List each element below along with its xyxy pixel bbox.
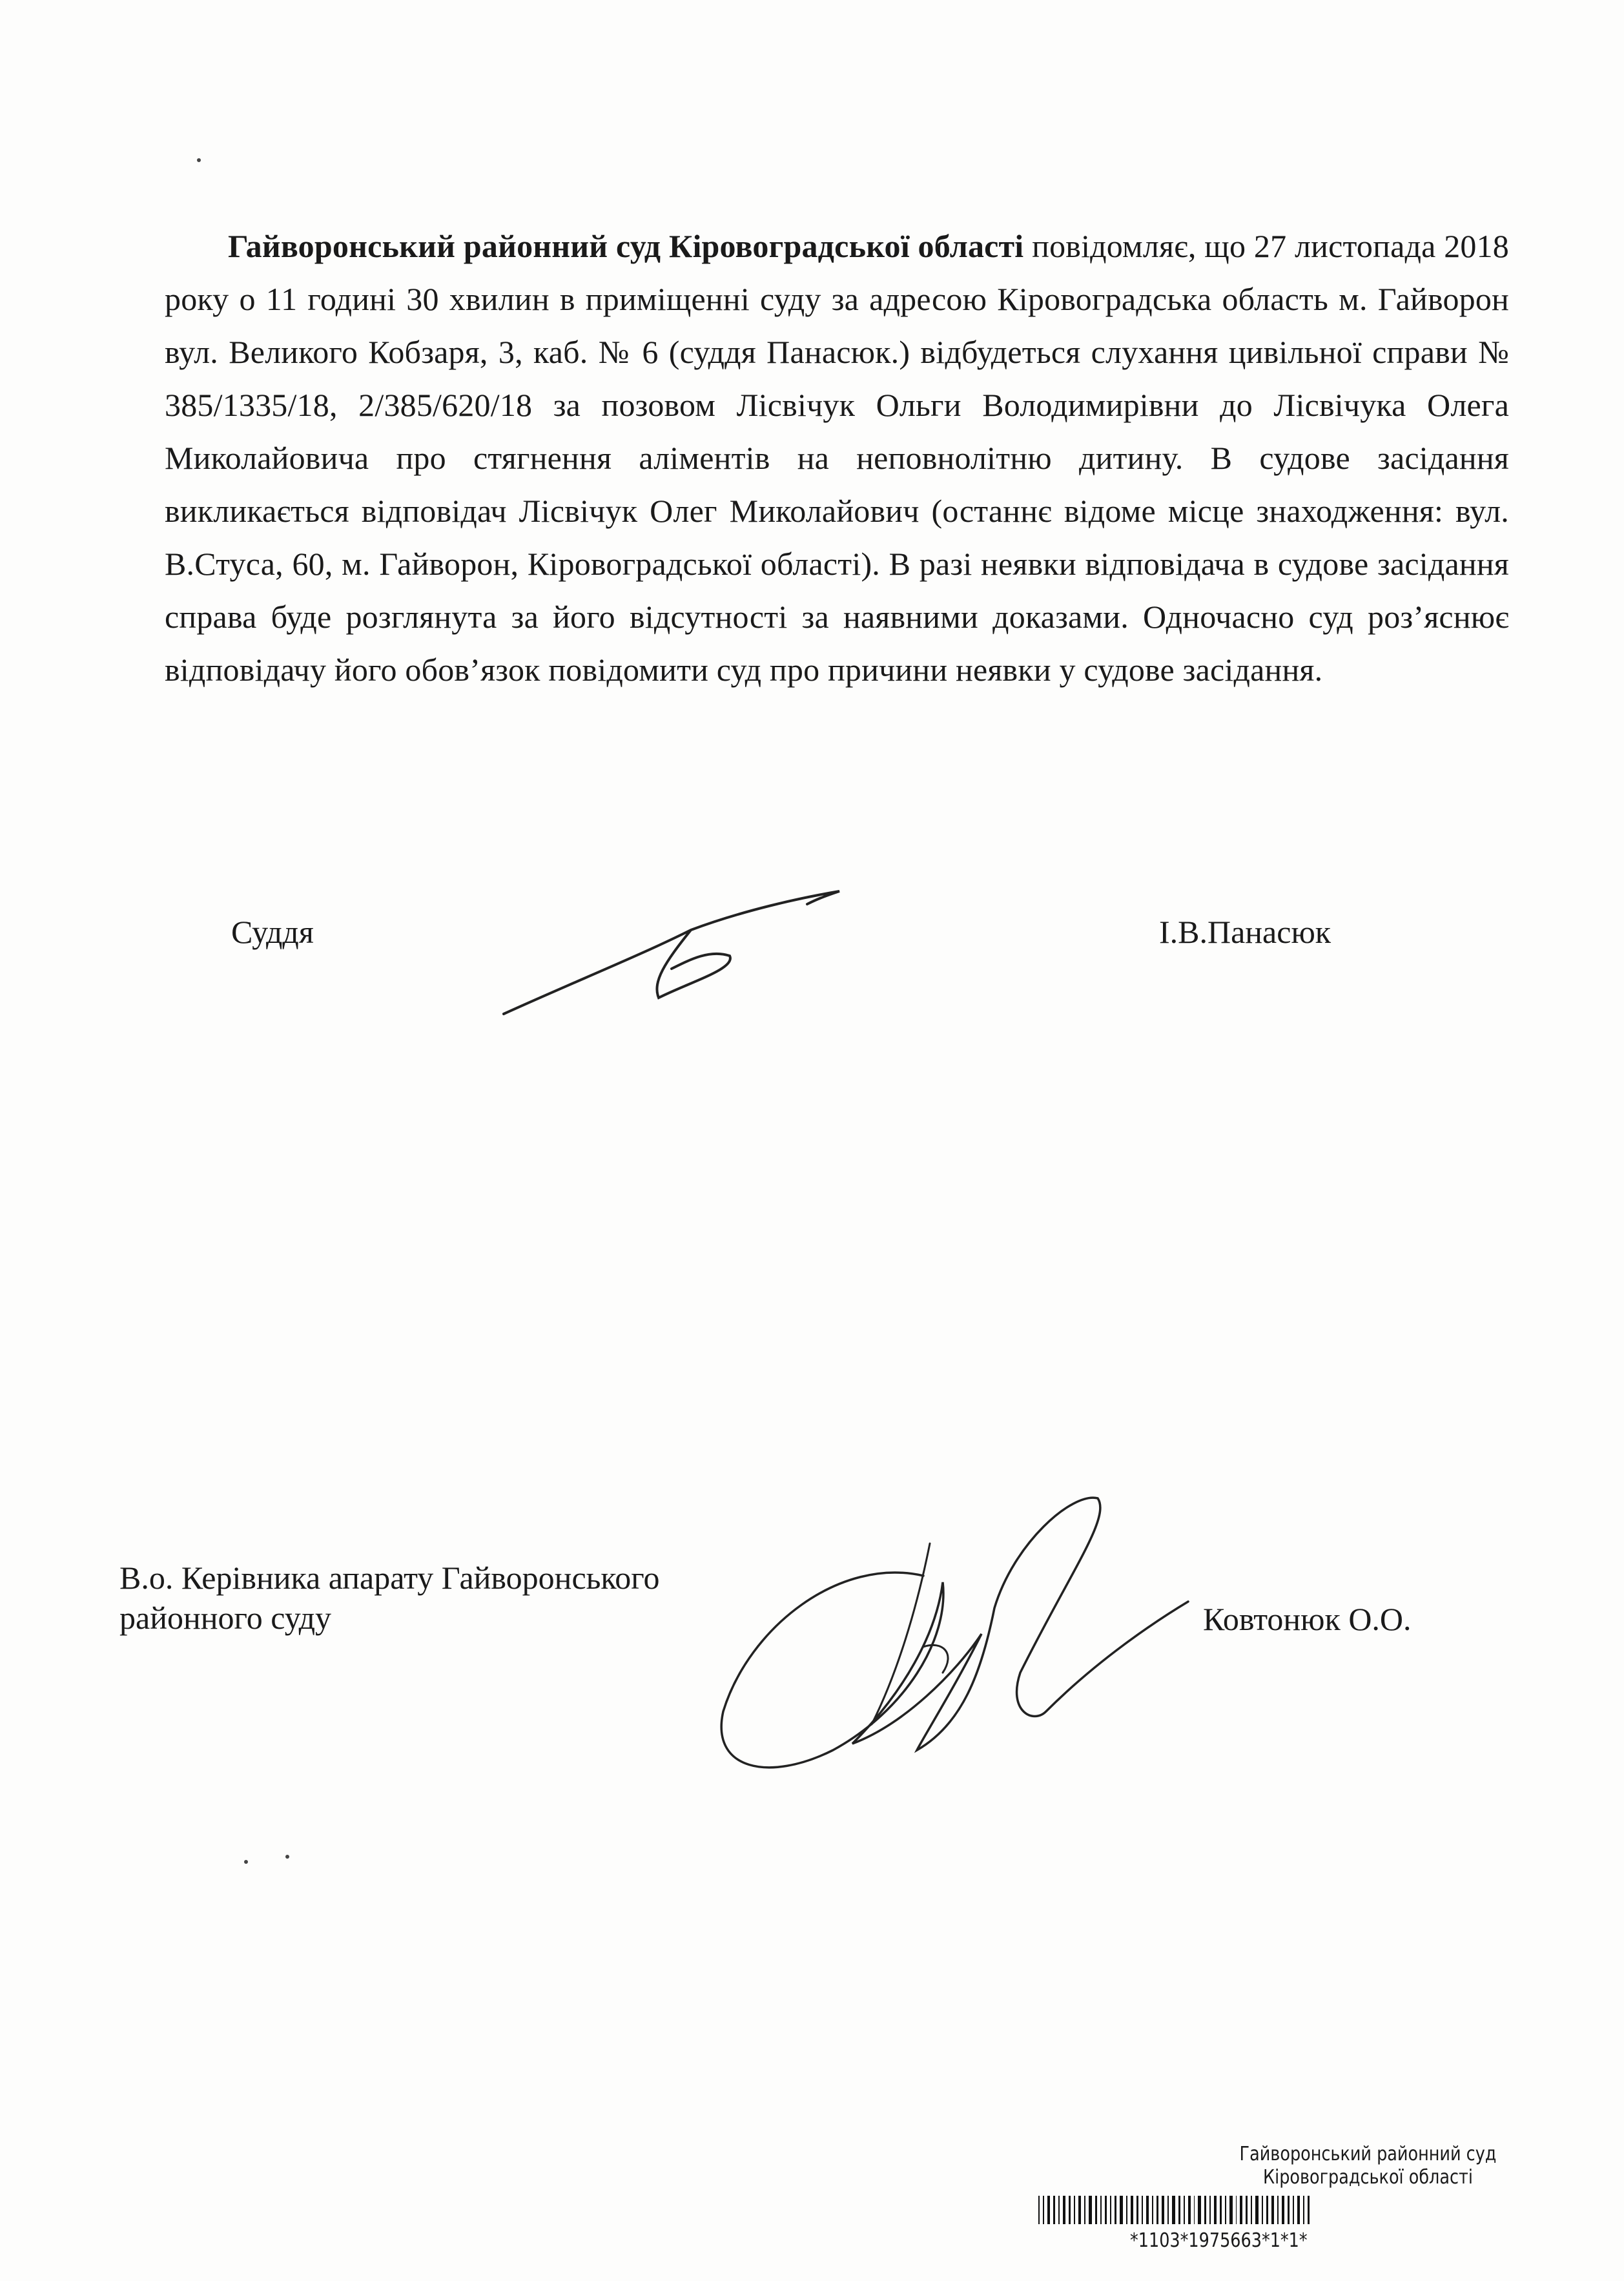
barcode-bar	[1198, 2196, 1201, 2224]
barcode-bar	[1262, 2196, 1263, 2224]
notice-paragraph	[165, 220, 1509, 696]
barcode-bar	[1220, 2196, 1222, 2224]
barcode-bar	[1225, 2196, 1226, 2224]
clerk-title-line2: районного суду	[119, 1600, 332, 1636]
barcode-bar	[1188, 2196, 1191, 2224]
barcode-bar	[1240, 2196, 1242, 2224]
barcode	[1038, 2196, 1310, 2224]
barcode-bar	[1063, 2196, 1066, 2224]
barcode-bar	[1214, 2196, 1217, 2224]
barcode-bar	[1271, 2196, 1274, 2224]
barcode-bar	[1089, 2196, 1092, 2224]
notice-text: повідомляє, що 27 листопада 2018 року о 11 годині 30 хвилин в приміщенні суду за адресою Кіровоградська область м. Гайворон вул. Великого Кобзаря, 3, каб. № 6 (суддя Панасюк.) відбудеться слухання цивільної справи № 385/1335/18, 2/385/620/18 за позовом Лісвічук Ольги Володимирівни до Лісвічука Олега Миколайовича про стягнення аліментів на неповнолітню дитину. В судове засідання викликається відповідач Лісвічук Олег Миколайович (останнє відоме місце знаходження: вул. В.Стуса, 60, м. Гайворон, Кіровоградської області). В разі неявки відповідача в судове засідання справа буде розглянута за його відсутності за наявними доказами. Одночасно суд роз’яснює відповідачу його обов’язок повідомити суд про причини неявки у судове засідання.	[165, 228, 1509, 688]
barcode-bar	[1069, 2196, 1071, 2224]
barcode-bar	[1277, 2196, 1279, 2224]
barcode-bar	[1297, 2196, 1300, 2224]
barcode-bar	[1146, 2196, 1149, 2224]
barcode-bar	[1209, 2196, 1211, 2224]
stamp-line2: Кіровоградської області	[1263, 2166, 1473, 2189]
barcode-bar	[1255, 2196, 1259, 2224]
barcode-bar	[1178, 2196, 1180, 2224]
barcode-bar	[1236, 2196, 1237, 2224]
scan-speck	[197, 158, 201, 162]
barcode-bar	[1293, 2196, 1294, 2224]
court-name: Гайворонський районний суд Кіровоградської області	[228, 228, 1024, 264]
barcode-bar	[1053, 2196, 1055, 2224]
barcode-bar	[1308, 2196, 1310, 2224]
barcode-bar	[1115, 2196, 1116, 2224]
barcode-number: *1103*1975663*1*1*	[1130, 2229, 1308, 2252]
barcode-bar	[1095, 2196, 1097, 2224]
barcode-bar	[1110, 2196, 1111, 2224]
barcode-bar	[1282, 2196, 1285, 2224]
barcode-bar	[1167, 2196, 1169, 2224]
barcode-bar	[1131, 2196, 1133, 2224]
barcode-bar	[1038, 2196, 1040, 2224]
barcode-bar	[1058, 2196, 1060, 2224]
barcode-bar	[1172, 2196, 1175, 2224]
barcode-bar	[1156, 2196, 1158, 2224]
barcode-bar	[1078, 2196, 1081, 2224]
barcode-bar	[1136, 2196, 1138, 2224]
barcode-bar	[1126, 2196, 1127, 2224]
barcode-bar	[1074, 2196, 1075, 2224]
barcode-bar	[1120, 2196, 1123, 2224]
barcode-bar	[1184, 2196, 1185, 2224]
scan-speck	[244, 1860, 248, 1864]
barcode-bar	[1288, 2196, 1290, 2224]
judge-title: Суддя	[231, 914, 314, 950]
clerk-name: Ковтонюк О.О.	[1203, 1601, 1412, 1637]
registry-stamp	[1033, 2143, 1624, 2189]
judge-signature	[497, 885, 846, 1027]
stamp-line1: Гайворонський районний суд	[1239, 2143, 1497, 2165]
barcode-bar	[1162, 2196, 1164, 2224]
barcode-bar	[1266, 2196, 1268, 2224]
barcode-bar	[1303, 2196, 1304, 2224]
judge-name: І.В.Панасюк	[1159, 914, 1331, 950]
barcode-bar	[1105, 2196, 1107, 2224]
barcode-bar	[1142, 2196, 1143, 2224]
clerk-title-line1: В.о. Керівника апарату Гайворонського	[119, 1560, 660, 1596]
barcode-bar	[1251, 2196, 1252, 2224]
barcode-bar	[1204, 2196, 1206, 2224]
barcode-bar	[1229, 2196, 1233, 2224]
barcode-bar	[1100, 2196, 1102, 2224]
barcode-bar	[1084, 2196, 1085, 2224]
barcode-bar	[1246, 2196, 1248, 2224]
barcode-bar	[1194, 2196, 1195, 2224]
scan-speck	[285, 1855, 289, 1859]
barcode-bar	[1047, 2196, 1050, 2224]
barcode-bar	[1043, 2196, 1044, 2224]
barcode-bar	[1152, 2196, 1153, 2224]
clerk-signature	[710, 1479, 1201, 1802]
